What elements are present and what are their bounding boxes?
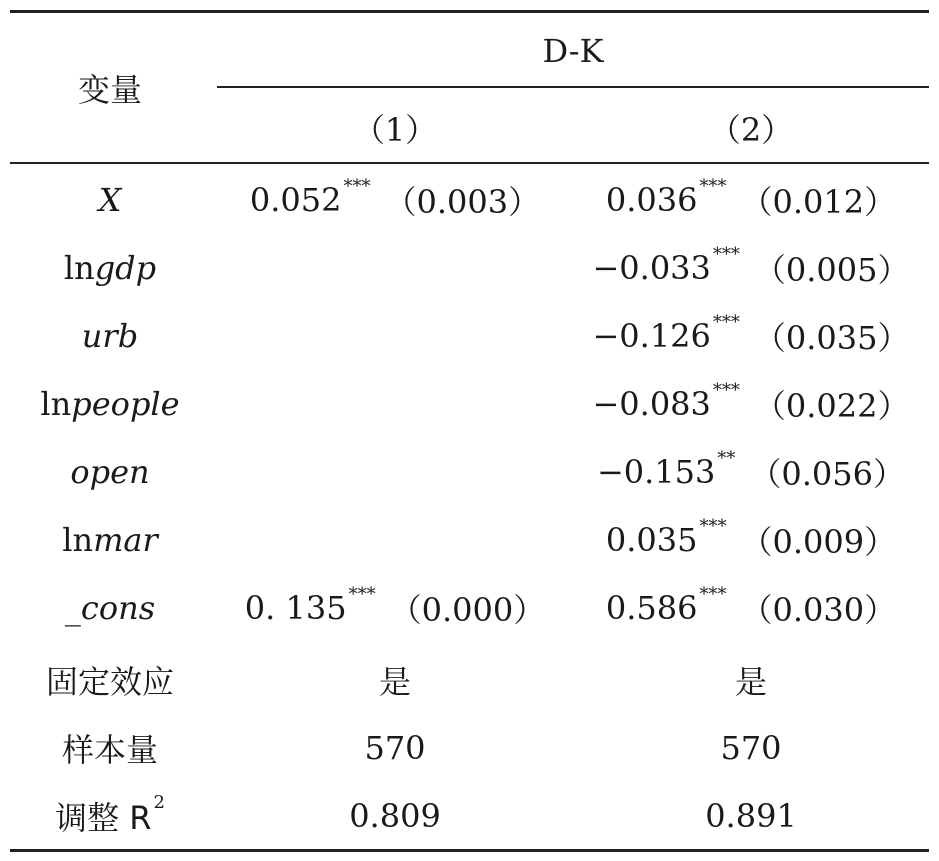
fixed-effects-col1: 是	[378, 663, 411, 701]
fixed-effects-label: 固定效应	[45, 663, 174, 701]
standard-error: （0.030）	[740, 591, 897, 629]
cell-urb-col2	[573, 302, 929, 370]
adjusted-r2-label	[10, 782, 210, 850]
row-label-italic: people	[71, 385, 180, 423]
variable-header: 变量	[77, 71, 142, 109]
cell-x-col2	[573, 166, 929, 234]
coefficient: −0.126	[592, 317, 711, 355]
coefficient: 0.052	[249, 181, 342, 219]
adjusted-r2-col2: 0.891	[705, 797, 797, 835]
row-label-prefix: ln	[62, 521, 94, 559]
standard-error: （0.000）	[389, 591, 546, 629]
significance-stars: ***	[699, 515, 727, 537]
sample-size-col1: 570	[364, 729, 426, 767]
group-underline	[217, 86, 929, 88]
coefficient: 0.036	[605, 181, 698, 219]
sample-size-col2: 570	[720, 729, 782, 767]
significance-stars: ***	[712, 379, 740, 401]
adjusted-r2-col1: 0.809	[349, 797, 441, 835]
column-header-2: （2）	[708, 111, 794, 149]
significance-stars: ***	[348, 583, 376, 605]
row-label-lngdp	[10, 234, 210, 302]
standard-error: （0.003）	[384, 183, 541, 221]
significance-stars: ***	[712, 243, 740, 265]
row-label-x	[10, 166, 210, 234]
coefficient: 0. 135	[244, 589, 347, 627]
cell-cons-col2	[573, 574, 929, 642]
standard-error: （0.009）	[740, 523, 897, 561]
row-label-italic: cons	[80, 589, 156, 627]
coefficient: −0.083	[592, 385, 711, 423]
coefficient: 0.586	[605, 589, 698, 627]
sample-size-label: 样本量	[61, 731, 158, 769]
row-label-urb	[10, 302, 210, 370]
cell-open-col2	[573, 438, 929, 506]
significance-stars: ***	[699, 175, 727, 197]
significance-stars: **	[717, 447, 736, 469]
top-rule	[10, 10, 929, 13]
standard-error: （0.035）	[753, 319, 910, 357]
cell-x-col1	[217, 166, 573, 234]
adjusted-r2-text: 调整 R	[55, 799, 152, 837]
significance-stars: ***	[699, 583, 727, 605]
row-label-italic: mar	[93, 521, 158, 559]
row-label-lnpeople	[10, 370, 210, 438]
row-label-prefix: ln	[63, 249, 95, 287]
group-header: D-K	[542, 32, 604, 70]
cell-lnpeople-col2	[573, 370, 929, 438]
coefficient: 0.035	[605, 521, 698, 559]
adjusted-r2-superscript: 2	[153, 791, 165, 813]
standard-error: （0.005）	[753, 251, 910, 289]
column-header-1: （1）	[352, 111, 438, 149]
row-label-cons	[10, 574, 210, 642]
fixed-effects-col2: 是	[734, 663, 767, 701]
coefficient: −0.153	[596, 453, 716, 491]
row-label-italic: gdp	[94, 249, 157, 287]
row-label-open	[10, 438, 210, 506]
row-label-lnmar	[10, 506, 210, 574]
standard-error: （0.056）	[749, 455, 906, 493]
row-label-prefix: ln	[40, 385, 72, 423]
cell-lnmar-col2	[573, 506, 929, 574]
row-label-italic: X	[98, 181, 122, 219]
significance-stars: ***	[712, 311, 740, 333]
row-label-italic: urb	[81, 317, 139, 355]
coefficient: −0.033	[592, 249, 711, 287]
cell-cons-col1	[217, 574, 573, 642]
standard-error: （0.022）	[753, 387, 910, 425]
significance-stars: ***	[343, 175, 371, 197]
header-rule	[10, 162, 929, 164]
cell-lngdp-col2	[573, 234, 929, 302]
standard-error: （0.012）	[740, 183, 897, 221]
row-label-prefix: _	[64, 589, 81, 627]
row-label-italic: open	[70, 453, 150, 491]
